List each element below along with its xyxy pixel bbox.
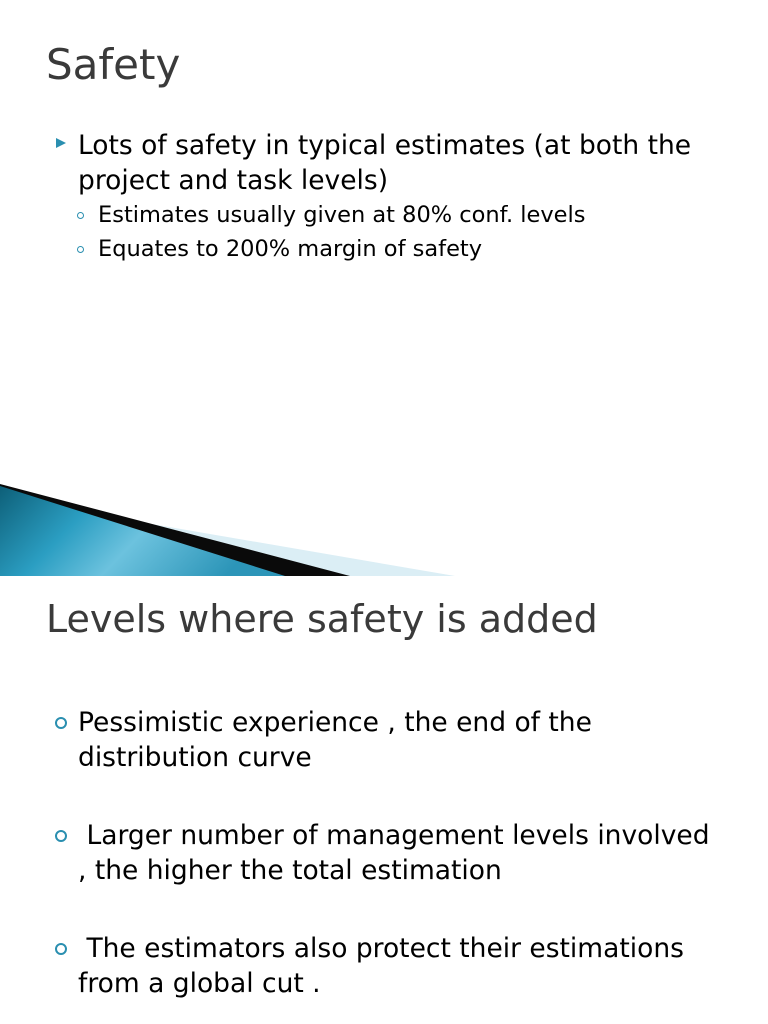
ring-bullet-icon: [55, 943, 67, 955]
triangle-bullet-icon: [56, 138, 66, 148]
bullet-item: [0, 931, 718, 1001]
wedge-teal-band: [0, 486, 285, 576]
sub-bullet-item: [0, 198, 698, 232]
sub-bullet-item: [0, 232, 698, 266]
bullet-item: [0, 818, 718, 888]
bullet-text: The estimators also protect their estimations from a global cut .: [78, 933, 693, 999]
ring-bullet-icon: [55, 717, 67, 729]
bullet-item: [0, 705, 718, 775]
ring-bullet-icon: [77, 246, 84, 253]
ring-bullet-icon: [77, 212, 84, 219]
slide-title: Levels where safety is added: [46, 597, 598, 641]
sub-bullet-text: Equates to 200% margin of safety: [98, 236, 483, 262]
ring-bullet-icon: [55, 830, 67, 842]
bullet-item: [0, 128, 698, 198]
slide-title: Safety: [46, 40, 181, 89]
bullet-text: Lots of safety in typical estimates (at both the project and task levels): [78, 130, 692, 196]
bullet-list: [0, 705, 718, 1024]
decorative-wedge: [0, 480, 460, 576]
bullet-text: Pessimistic experience , the end of the distribution curve: [78, 707, 601, 773]
slide-levels: [0, 576, 768, 1024]
bullet-text: Larger number of management levels involved , the higher the total estimation: [78, 820, 718, 886]
bullet-list: [0, 128, 698, 266]
sub-bullet-text: Estimates usually given at 80% conf. levels: [98, 202, 586, 228]
